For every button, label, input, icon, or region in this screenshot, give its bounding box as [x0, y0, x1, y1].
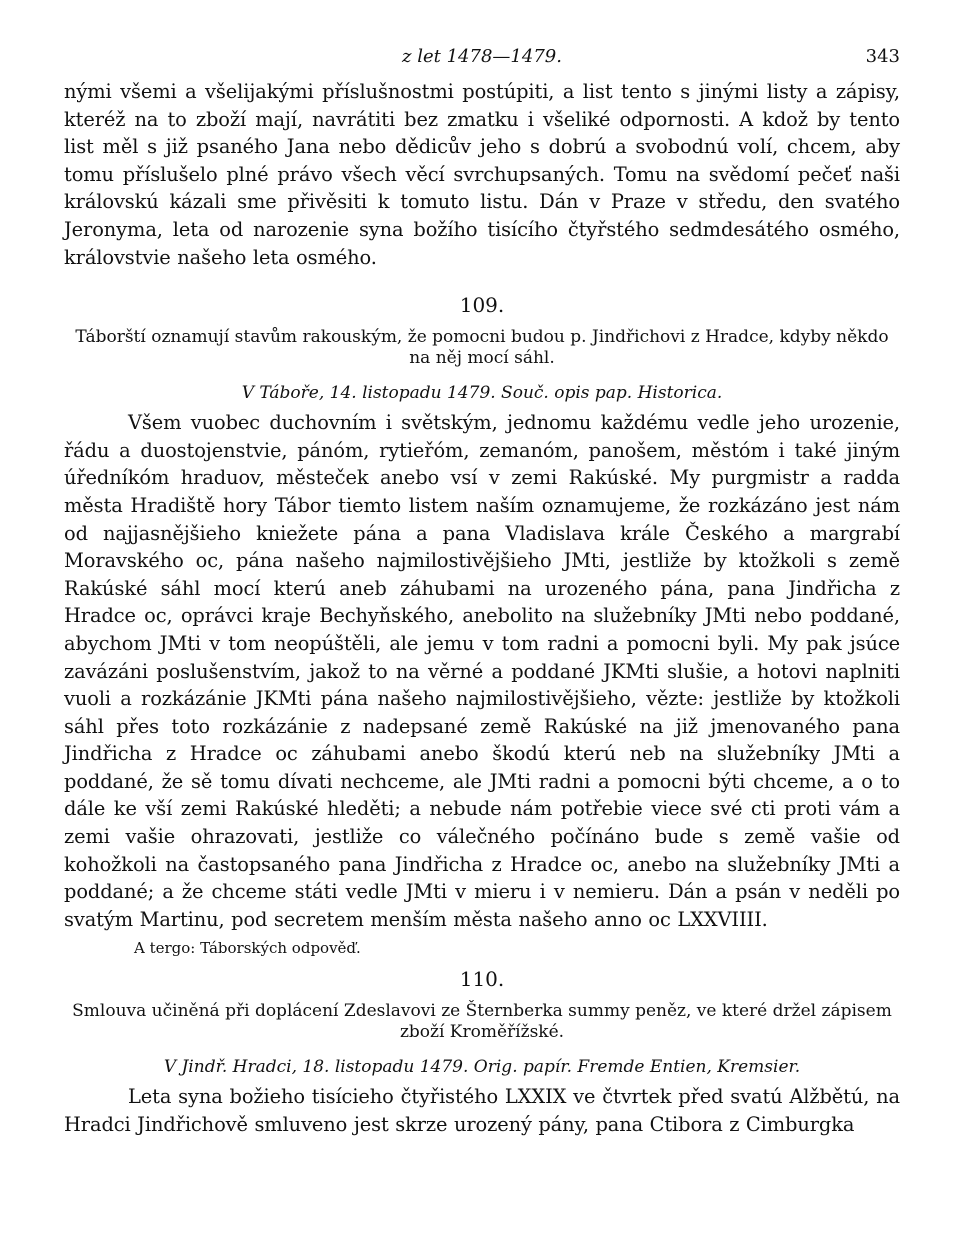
document-source: V Táboře, 14. listopadu 1479. Souč. opis pap. Historica.: [241, 383, 723, 404]
continuation-paragraph: nými všemi a všelijakými příslušnostmi postúpiti, a list tento s jinými listy a zápisy, kteréž na to zboží mají, navrátiti bez zmatku i všeliké odpornosti. A kdož by tento list měl s již psaného Jana nebo dědicův jeho s dobrú a svobodnú volí, chcem, aby tomu příslušelo plné právo všech věcí svrchupsaných. Tomu na svědomí pečeť naši královskú kázali sme přivěsiti k tomuto listu. Dán v Praze v středu, den svatého Jeronyma, leta od narozenie syna božího tisícího čtyřstého sedmdesátého osmého, královstvie našeho leta osmého.: [64, 80, 900, 269]
running-title: z let 1478—1479.: [402, 46, 562, 67]
page-number: 343: [865, 46, 900, 67]
document-regest: Smlouva učiněná při doplácení Zdeslavovi ze Šternberka summy peněz, ve které držel zápisem zboží Kroměřížské.: [72, 1001, 892, 1043]
page-header: [64, 46, 900, 78]
document-text: Všem vuobec duchovním i světským, jednomu každému vedle jeho urozenie, řádu a duostojenstvie, pánóm, rytieřóm, zemanóm, panošem, městóm i také jiným úředníkóm hraduov, městeček anebo vsí v zemi Rakúské. My purgmistr a radda města Hradiště hory Tábor tiemto listem naším oznamujeme, že rozkázáno jest nám od najjasnějšieho kniežete pána a pana Vladislava krále Českého a margrabí Moravského oc, pána našeho najmilostivějšieho JMti, jestliže by ktožkoli s země Rakúské sáhl mocí kterú aneb záhubami na urozeného pána, pana Jindřicha z Hradce oc, oprávci kraje Bechyňského, anebolito na služebníky JMti nebo poddané, abychom JMti v tom neopúštěli, ale jemu v tom radni a pomocni byli. My pak jsúce zavázáni poslušenstvím, jakož to na věrné a poddané JKMti slušie, a hotovi naplniti vuoli a rozkázánie JKMti pána našeho najmilostivějšieho, vězte: jestliže by ktožkoli sáhl přes toto rozkázánie z nadepsané země Rakúské na již jmenovaného pana Jindřicha z Hradce oc záhubami anebo škodú kterú neb na služebníky JMti a poddané, že sě tomu dívati nechceme, ale JMti radni a pomocni býti chceme, a o to dále ke vší zemi Rakúské hleděti; a nebude nám potřebie viece své cti proti vám a zemi vašie ohrazovati, jestliže co válečného počínáno bude s země vašie od kohožkoli na častopsaného pana Jindřicha z Hradce oc, anebo na služebníky JMti a poddané; a že chceme státi vedle JMti v mieru i v nemieru. Dán a psán v neděli po svatým Martinu, pod secretem menším města našeho anno oc LXXVIIII.: [64, 411, 900, 931]
document-number: 109.: [459, 293, 505, 318]
dorsal-note: A tergo: Táborských odpověď.: [134, 939, 361, 958]
page: [64, 46, 900, 1139]
document-regest: Táborští oznamují stavům rakouským, že pomocni budou p. Jindřichovi z Hradce, kdyby někdo na něj mocí sáhl.: [75, 327, 889, 369]
document-source: V Jindř. Hradci, 18. listopadu 1479. Orig. papír. Fremde Entien, Kremsier.: [163, 1057, 801, 1078]
document-text: Leta syna božieho tisícieho čtyřistého LXXIX ve čtvrtek před svatú Alžbětú, na Hradci Jindřichově smluveno jest skrze urozený pány, pana Ctibora z Cimburgka: [64, 1085, 900, 1137]
document-number: 110.: [459, 967, 505, 992]
